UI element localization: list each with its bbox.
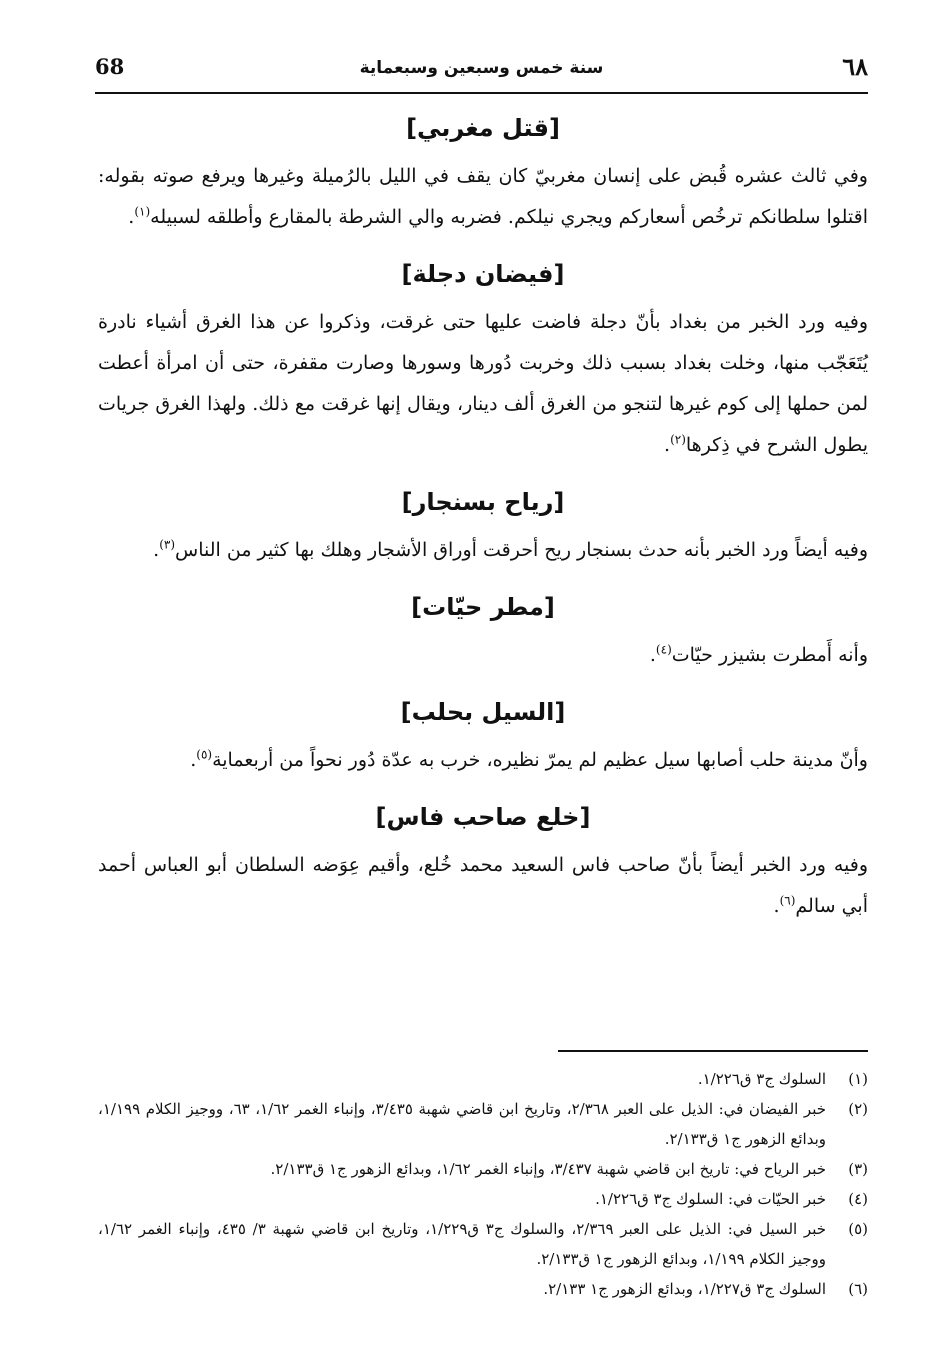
- section-title: [خلع صاحب فاس]: [375, 803, 591, 831]
- section-moroccan-killed: [98, 108, 868, 238]
- section-sinjar-winds: [98, 482, 868, 571]
- footnote-text: السلوك ج٣ ق١/٢٢٦.: [697, 1070, 826, 1088]
- section-body: [98, 845, 868, 927]
- footnote-text: خبر الرياح في: تاريخ ابن قاضي شهبة ٣/٤٣٧، وإنباء الغمر ١/٦٢، وبدائع الزهور ج١ ق٢/١٣٣.: [270, 1160, 826, 1178]
- footnote-ref: (٣): [159, 537, 176, 552]
- section-fez-deposed: [98, 797, 868, 927]
- paragraph-text: وفيه ورد الخبر أيضاً بأنّ صاحب فاس السعيد محمد خُلع، وأقيم عِوَضه السلطان أبو العباس أحمد أبي سالم: [98, 854, 868, 917]
- section-body: [98, 635, 868, 676]
- section-title: [السيل بحلب]: [400, 698, 566, 726]
- section-aleppo-flood: [98, 692, 868, 781]
- paragraph-text: وفيه ورد الخبر من بغداد بأنّ دجلة فاضت عليها حتى غرقت، وذكروا عن هذا الغرق أشياء نادرة يُتَعَجّب منها، وخلت بغداد بسبب ذلك وخربت دُورها وسورها وصارت مقفرة، حتى أن امرأة أعطت لمن حملها إلى كوم غيرها لتنجو من الغرق ألف دينار، ويقال إنها غرقت مع ذلك. ولهذا الغرق جريات يطول الشرح في ذِكرها: [98, 311, 868, 456]
- footnote-number: (٥): [848, 1220, 868, 1238]
- paragraph-text: وفيه أيضاً ورد الخبر بأنه حدث بسنجار ريح أحرقت أوراق الأشجار وهلك بها كثير من الناس: [175, 539, 868, 561]
- footnote-item: [98, 1064, 868, 1094]
- paragraph-end: .: [153, 539, 160, 561]
- footnote-ref: (٤): [655, 642, 672, 657]
- paragraph-end: .: [773, 895, 780, 917]
- main-text: [98, 108, 868, 943]
- footnote-number: (١): [848, 1070, 868, 1088]
- page-number-latin: 68: [95, 54, 125, 79]
- section-title: [مطر حيّات]: [411, 593, 555, 621]
- paragraph-end: .: [664, 434, 671, 456]
- footnote-item: [98, 1094, 868, 1154]
- footnote-number: (٤): [848, 1190, 868, 1208]
- section-body: [98, 156, 868, 238]
- footnote-ref: (٦): [779, 893, 796, 908]
- footnote-text: خبر الحيّات في: السلوك ج٣ ق١/٢٢٦.: [595, 1190, 826, 1208]
- section-body: [98, 530, 868, 571]
- footnote-text: خبر الفيضان في: الذيل على العبر ٢/٣٦٨، وتاريخ ابن قاضي شهبة ٣/٤٣٥، وإنباء الغمر ١/٦٢، ٦٣، ووجيز الكلام ١/١٩٩، وبدائع الزهور ج١ ق٢/١٣٣.: [98, 1100, 826, 1148]
- paragraph-end: .: [128, 206, 135, 228]
- footnote-item: [98, 1154, 868, 1184]
- footnote-number: (٢): [848, 1100, 868, 1118]
- paragraph-end: .: [649, 644, 656, 666]
- paragraph-text: وأنه أَمطرت بشيزر حيّات: [671, 644, 868, 666]
- section-title: [قتل مغربي]: [406, 114, 560, 142]
- footnote-item: [98, 1274, 868, 1304]
- footnote-ref: (١): [134, 204, 151, 219]
- footnote-ref: (٢): [670, 432, 686, 447]
- section-body: [98, 740, 868, 781]
- running-title: سنة خمس وسبعين وسبعماية: [359, 58, 604, 78]
- paragraph-end: .: [190, 749, 197, 771]
- section-title: [فيضان دجلة]: [401, 260, 565, 288]
- paragraph-text: وأنّ مدينة حلب أصابها سيل عظيم لم يمرّ نظيره، خرب به عدّة دُور نحواً من أربعماية: [212, 749, 868, 771]
- footnote-item: [98, 1184, 868, 1214]
- section-tigris-flood: [98, 254, 868, 466]
- footnote-ref: (٥): [196, 747, 213, 762]
- footnote-number: (٣): [848, 1160, 868, 1178]
- footnotes: [98, 1050, 868, 1304]
- section-snake-rain: [98, 587, 868, 676]
- page-number-arabic: ٦٨: [842, 52, 868, 81]
- paragraph-text: وفي ثالث عشره قُبض على إنسان مغربيّ كان يقف في الليل بالرُميلة وغيرها ويرفع صوته بقوله: اقتلوا سلطانكم ترخُص أسعاركم ويجري نيلكم. فضربه والي الشرطة بالمقارع وأطلقه لسبيله: [98, 165, 868, 228]
- footnote-number: (٦): [848, 1280, 868, 1298]
- footnote-separator: [558, 1050, 868, 1052]
- footnote-item: [98, 1214, 868, 1274]
- footnote-text: السلوك ج٣ ق١/٢٢٧، وبدائع الزهور ج١ ٢/١٣٣.: [543, 1280, 826, 1298]
- section-title: [رياح بسنجار]: [401, 488, 565, 516]
- section-body: [98, 302, 868, 466]
- footnote-text: خبر السيل في: الذيل على العبر ٢/٣٦٩، والسلوك ج٣ ق١/٢٢٩، وتاريخ ابن قاضي شهبة ٣/ ٤٣٥، وإنباء الغمر ١/٦٢، ووجيز الكلام ١/١٩٩، وبدائع الزهور ج١ ق٢/١٣٣.: [98, 1220, 826, 1268]
- page-header: [95, 52, 868, 94]
